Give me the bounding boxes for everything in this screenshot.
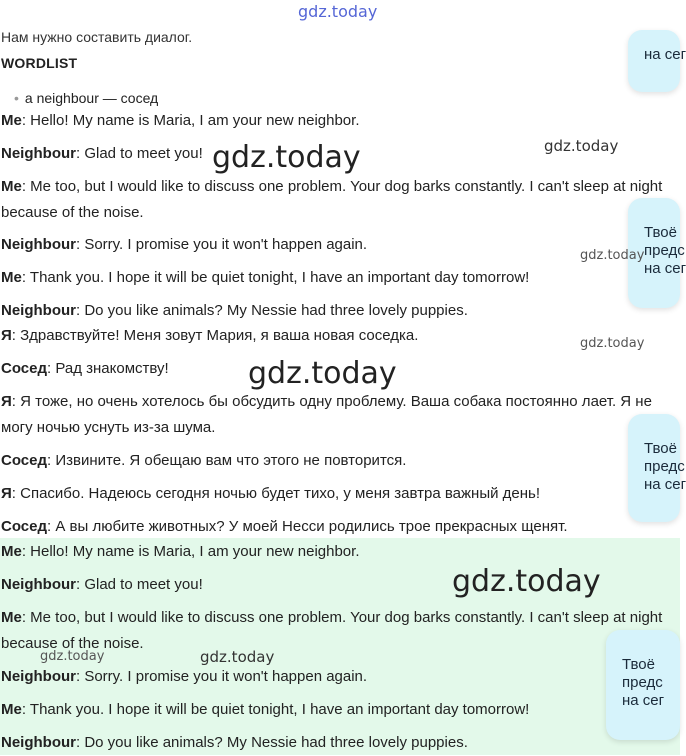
dialogue-line: Neighbour: Do you like animals? My Nessie had three lovely puppies.: [1, 302, 468, 319]
dialogue-line: Я: Здравствуйте! Меня зовут Мария, я ваша новая соседка.: [1, 327, 419, 344]
dialogue-line: Neighbour: Do you like animals? My Nessie had three lovely puppies.: [1, 734, 468, 751]
dialogue-line: Я: Спасибо. Надеюсь сегодня ночью будет тихо, у меня завтра важный день!: [1, 485, 541, 502]
dialogue-line: Neighbour: Sorry. I promise you it won't happen again.: [1, 236, 368, 253]
watermark: gdz.today: [580, 248, 645, 263]
side-card[interactable]: Твоё предс на сег: [606, 630, 680, 740]
side-card[interactable]: Твоё предс на сег: [628, 198, 680, 308]
watermark: gdz.today: [580, 336, 645, 351]
dialogue-line: Я: Я тоже, но очень хотелось бы обсудить одну проблему. Ваша собака постоянно лает. Я не могу ночью уснуть из-за шума.: [1, 393, 652, 436]
dialogue-line: Me: Me too, but I would like to discuss one problem. Your dog barks constantly. I can't sleep at night because of the noise.: [1, 178, 663, 221]
watermark-top: gdz.today: [298, 2, 378, 21]
watermark: gdz.today: [544, 137, 619, 155]
dialogue-line: Neighbour: Sorry. I promise you it won't happen again.: [1, 668, 368, 685]
wordlist: [14, 90, 158, 106]
dialogue-line: Me: Thank you. I hope it will be quiet tonight, I have an important day tomorrow!: [1, 701, 530, 718]
intro-text: Нам нужно составить диалог.: [1, 29, 193, 45]
dialogue-line: Me: Thank you. I hope it will be quiet tonight, I have an important day tomorrow!: [1, 269, 530, 286]
watermark: gdz.today: [200, 648, 275, 666]
dialogue-line: Сосед: А вы любите животных? У моей Несси родились трое прекрасных щенят.: [1, 518, 568, 535]
watermark: gdz.today: [248, 356, 397, 391]
wordlist-item: • a neighbour — сосед: [14, 90, 158, 106]
side-card[interactable]: Твоё предс на сег: [628, 414, 680, 522]
dialogue-line: Neighbour: Glad to meet you!: [1, 576, 203, 593]
dialogue-line: Me: Hello! My name is Maria, I am your new neighbor.: [1, 543, 360, 560]
watermark: gdz.today: [40, 649, 105, 664]
dialogue-line: Сосед: Рад знакомству!: [1, 360, 169, 377]
dialogue-line: Сосед: Извините. Я обещаю вам что этого не повторится.: [1, 452, 407, 469]
watermark: gdz.today: [452, 564, 601, 599]
dialogue-line: Neighbour: Glad to meet you!: [1, 145, 203, 162]
dialogue-line: Me: Me too, but I would like to discuss one problem. Your dog barks constantly. I can't sleep at night because of the noise.: [1, 609, 663, 652]
dialogue-line: Me: Hello! My name is Maria, I am your new neighbor.: [1, 112, 360, 129]
wordlist-heading: WORDLIST: [1, 55, 78, 71]
side-card[interactable]: на сег: [628, 30, 680, 92]
watermark: gdz.today: [212, 140, 361, 175]
